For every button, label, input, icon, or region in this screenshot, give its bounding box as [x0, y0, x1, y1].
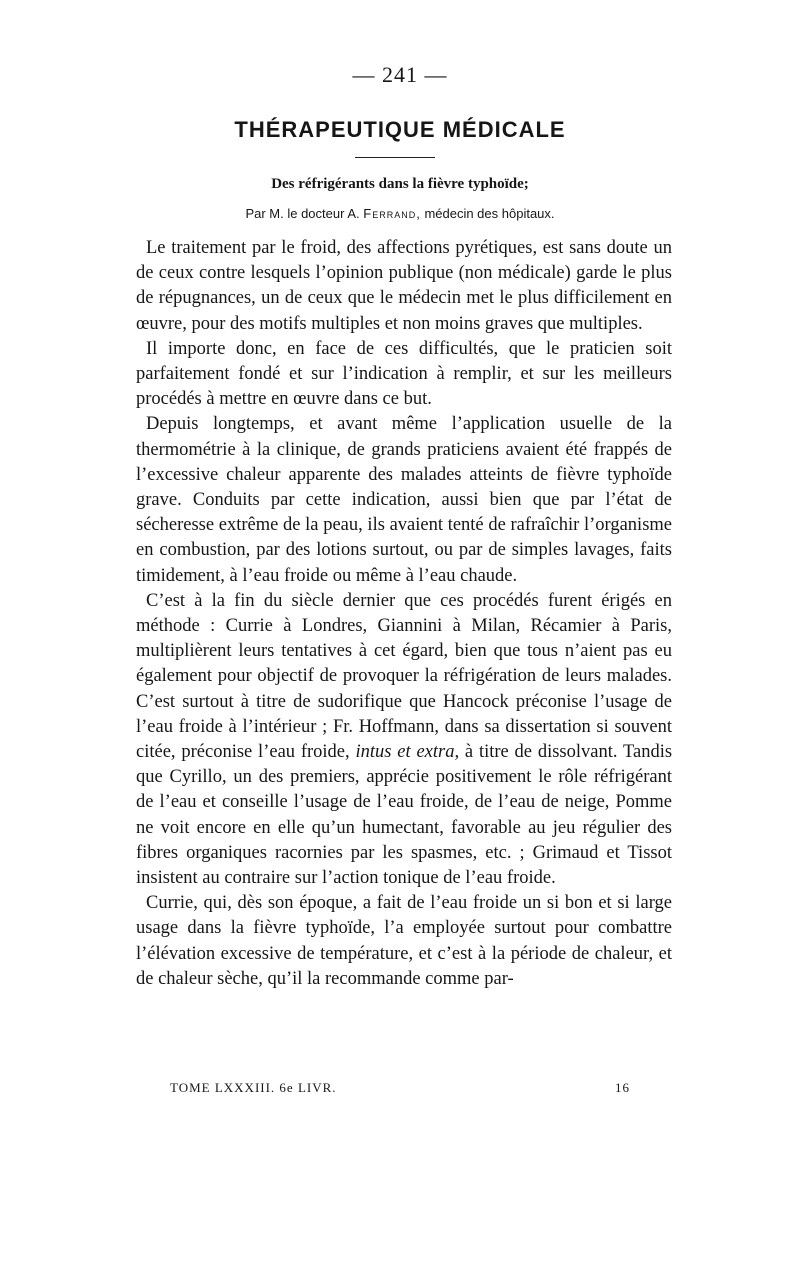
signature-mark: TOME LXXXIII. 6e LIVR.	[170, 1080, 337, 1095]
byline	[0, 206, 800, 221]
page-footer	[170, 1080, 630, 1096]
article-title: Des réfrigérants dans la fièvre typhoïde;	[271, 176, 529, 192]
title-divider	[355, 157, 435, 158]
article-body	[136, 236, 672, 992]
paragraph-1: Le traitement par le froid, des affections pyrétiques, est sans doute un de ceux contre lesquels l’opinion publique (non médicale) garde le plus de répugnances, un de ceux que le médecin met le plus difficilement en œuvre, pour des motifs multiples et non moins graves que multiples.	[136, 238, 672, 334]
section-title: THÉRAPEUTIQUE MÉDICALE	[234, 117, 566, 142]
byline-suffix: médecin des hôpitaux.	[424, 206, 555, 221]
byline-author: Ferrand,	[363, 206, 421, 221]
sheet-number: 16	[615, 1080, 630, 1095]
paragraph-4	[136, 589, 672, 891]
byline-prefix: Par M. le docteur A.	[245, 206, 360, 221]
page-number: — 241 —	[352, 62, 448, 87]
paragraph-3: Depuis longtemps, et avant même l’application usuelle de la thermométrie à la clinique, de grands praticiens avaient été frappés de l’excessive chaleur apparente des malades atteints de fièvre typhoïde grave. Conduits par cette indication, aussi bien que par l’état de sécheresse extrême de la peau, ils avaient tenté de rafraîchir l’organisme en combustion, par des lotions surtout, ou par de simples lavages, faits timidement, à l’eau froide ou même à l’eau chaude.	[136, 414, 672, 586]
paragraph-2: Il importe donc, en face de ces difficultés, que le praticien soit parfaitement fondé et sur l’indication à remplir, et sur les meilleurs procédés à mettre en œuvre dans ce but.	[136, 338, 672, 410]
paragraph-4-part-a: C’est à la fin du siècle dernier que ces procédés furent érigés en méthode : Currie à Londres, Giannini à Milan, Récamier à Paris, multiplièrent leurs tentatives à cet égard, bien que tous n’aient pas eu également pour objectif de provoquer la réfrigération de leurs malades. C’est surtout à titre de sudorifique que Hancock préconise l’usage de l’eau froide à l’intérieur ; Fr. Hoffmann, dans sa dissertation si souvent citée, préconise l’eau froide,	[136, 590, 672, 763]
paragraph-5: Currie, qui, dès son époque, a fait de l’eau froide un si bon et si large usage dans la fièvre typhoïde, l’a employée surtout pour combattre l’élévation excessive de température, et c’est à la période de chaleur, et de chaleur sèche, qu’il la recommande comme par-	[136, 893, 672, 989]
latin-phrase: intus et extra,	[355, 742, 460, 763]
paragraph-4-part-b: à titre de dissolvant. Tandis que Cyrillo, un des premiers, apprécie positivement le rôle réfrigérant de l’eau et conseille l’usage de l’eau froide, de l’eau de neige, Pomme ne voit encore en elle qu’un humectant, favorable au jeu régulier des fibres organiques racornies par les spasmes, etc. ; Grimaud et Tissot insistent au contraire sur l’action tonique de l’eau froide.	[136, 742, 673, 889]
